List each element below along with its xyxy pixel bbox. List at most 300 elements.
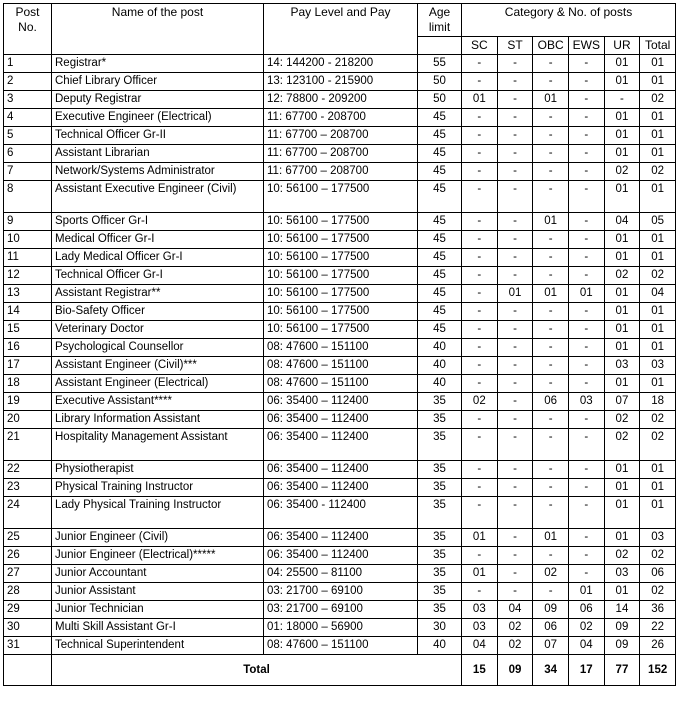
cell-ur: 01: [604, 479, 640, 497]
cell-total: 01: [640, 303, 676, 321]
cell-obc: 01: [533, 285, 569, 303]
cell-ews: 01: [568, 583, 604, 601]
cell-pay-level: 06: 35400 – 112400: [264, 461, 418, 479]
cell-ur: 01: [604, 461, 640, 479]
cell-post-no: 22: [4, 461, 52, 479]
cell-pay-level: 08: 47600 – 151100: [264, 375, 418, 393]
cell-age-limit: 45: [418, 213, 462, 231]
cell-obc: -: [533, 479, 569, 497]
column-header-age-spacer: [418, 37, 462, 55]
cell-pay-level: 10: 56100 – 177500: [264, 267, 418, 285]
cell-st: -: [497, 393, 533, 411]
table-row: [4, 565, 676, 583]
recruitment-posts-table: [3, 3, 676, 686]
cell-post-name: Assistant Librarian: [52, 145, 264, 163]
cell-pay-level: 11: 67700 - 208700: [264, 109, 418, 127]
column-header-total: Total: [640, 37, 676, 55]
cell-post-name: Veterinary Doctor: [52, 321, 264, 339]
cell-ews: -: [568, 73, 604, 91]
cell-total: 01: [640, 55, 676, 73]
table-row: [4, 461, 676, 479]
cell-pay-level: 06: 35400 – 112400: [264, 429, 418, 461]
table-row: [4, 163, 676, 181]
cell-age-limit: 35: [418, 479, 462, 497]
cell-pay-level: 08: 47600 – 151100: [264, 637, 418, 655]
cell-post-name: Psychological Counsellor: [52, 339, 264, 357]
cell-post-no: 7: [4, 163, 52, 181]
cell-pay-level: 01: 18000 – 56900: [264, 619, 418, 637]
cell-total: 06: [640, 565, 676, 583]
cell-sc: 04: [462, 637, 498, 655]
table-row: [4, 497, 676, 529]
cell-ur: 02: [604, 547, 640, 565]
cell-pay-level: 06: 35400 – 112400: [264, 411, 418, 429]
cell-sc: -: [462, 321, 498, 339]
cell-st: -: [497, 479, 533, 497]
cell-obc: -: [533, 267, 569, 285]
cell-age-limit: 35: [418, 411, 462, 429]
cell-st: -: [497, 181, 533, 213]
cell-total: 01: [640, 497, 676, 529]
cell-post-no: 26: [4, 547, 52, 565]
cell-sc: -: [462, 127, 498, 145]
cell-obc: 06: [533, 393, 569, 411]
cell-ews: 06: [568, 601, 604, 619]
cell-age-limit: 45: [418, 285, 462, 303]
cell-post-name: Physiotherapist: [52, 461, 264, 479]
cell-post-no: 21: [4, 429, 52, 461]
cell-age-limit: 45: [418, 109, 462, 127]
column-header-ews: EWS: [568, 37, 604, 55]
cell-ur: 01: [604, 497, 640, 529]
cell-pay-level: 10: 56100 – 177500: [264, 321, 418, 339]
cell-age-limit: 45: [418, 321, 462, 339]
cell-post-name: Assistant Registrar**: [52, 285, 264, 303]
cell-pay-level: 03: 21700 – 69100: [264, 583, 418, 601]
table-row: [4, 303, 676, 321]
column-header-age-limit: [418, 4, 462, 37]
cell-ur: 01: [604, 321, 640, 339]
cell-ews: -: [568, 479, 604, 497]
cell-ur: 04: [604, 213, 640, 231]
cell-post-name: Bio-Safety Officer: [52, 303, 264, 321]
cell-pay-level: 06: 35400 – 112400: [264, 479, 418, 497]
cell-age-limit: 35: [418, 429, 462, 461]
cell-age-limit: 35: [418, 583, 462, 601]
cell-ur: 09: [604, 637, 640, 655]
cell-sc: -: [462, 461, 498, 479]
table-row: [4, 529, 676, 547]
cell-age-limit: 40: [418, 339, 462, 357]
cell-pay-level: 10: 56100 – 177500: [264, 231, 418, 249]
cell-age-limit: 40: [418, 357, 462, 375]
cell-post-name: Chief Library Officer: [52, 73, 264, 91]
cell-st: -: [497, 529, 533, 547]
cell-sc: -: [462, 339, 498, 357]
table-row: [4, 213, 676, 231]
cell-ews: -: [568, 163, 604, 181]
cell-post-no: 14: [4, 303, 52, 321]
cell-pay-level: 06: 35400 - 112400: [264, 497, 418, 529]
cell-st: -: [497, 109, 533, 127]
cell-obc: 07: [533, 637, 569, 655]
cell-ur: 14: [604, 601, 640, 619]
cell-age-limit: 35: [418, 565, 462, 583]
cell-st: -: [497, 321, 533, 339]
cell-sc: -: [462, 303, 498, 321]
cell-ews: -: [568, 411, 604, 429]
cell-sc: -: [462, 109, 498, 127]
cell-ur: 02: [604, 429, 640, 461]
cell-sc: 03: [462, 601, 498, 619]
table-row: [4, 73, 676, 91]
cell-obc: -: [533, 547, 569, 565]
cell-post-name: Lady Physical Training Instructor: [52, 497, 264, 529]
cell-sc: 01: [462, 529, 498, 547]
cell-total: 01: [640, 461, 676, 479]
column-header-sc: SC: [462, 37, 498, 55]
cell-obc: -: [533, 163, 569, 181]
cell-post-no: 29: [4, 601, 52, 619]
cell-post-no: 5: [4, 127, 52, 145]
cell-ur: 09: [604, 619, 640, 637]
cell-age-limit: 35: [418, 497, 462, 529]
cell-sc: -: [462, 231, 498, 249]
table-row: [4, 357, 676, 375]
cell-ur: 01: [604, 583, 640, 601]
cell-ur: 02: [604, 267, 640, 285]
cell-pay-level: 10: 56100 – 177500: [264, 249, 418, 267]
cell-post-name: Assistant Engineer (Civil)***: [52, 357, 264, 375]
cell-age-limit: 45: [418, 181, 462, 213]
cell-age-limit: 45: [418, 267, 462, 285]
table-row: [4, 375, 676, 393]
cell-obc: -: [533, 55, 569, 73]
cell-age-limit: 45: [418, 249, 462, 267]
cell-total: 02: [640, 411, 676, 429]
cell-sc: -: [462, 213, 498, 231]
cell-post-name: Assistant Engineer (Electrical): [52, 375, 264, 393]
cell-pay-level: 06: 35400 – 112400: [264, 547, 418, 565]
table-row: [4, 583, 676, 601]
cell-ews: 02: [568, 619, 604, 637]
cell-post-no: 25: [4, 529, 52, 547]
cell-ur: -: [604, 91, 640, 109]
cell-ur: 01: [604, 249, 640, 267]
cell-ur: 01: [604, 127, 640, 145]
cell-post-name: Network/Systems Administrator: [52, 163, 264, 181]
cell-post-no: 1: [4, 55, 52, 73]
cell-obc: -: [533, 411, 569, 429]
cell-st: 02: [497, 637, 533, 655]
cell-total: 01: [640, 479, 676, 497]
cell-sc: -: [462, 375, 498, 393]
cell-obc: -: [533, 73, 569, 91]
cell-age-limit: 40: [418, 375, 462, 393]
cell-post-name: Registrar*: [52, 55, 264, 73]
cell-age-limit: 45: [418, 231, 462, 249]
cell-st: -: [497, 565, 533, 583]
cell-age-limit: 35: [418, 461, 462, 479]
table-row: [4, 339, 676, 357]
cell-post-no: 13: [4, 285, 52, 303]
table-row: [4, 619, 676, 637]
table-row: [4, 55, 676, 73]
cell-post-no: 10: [4, 231, 52, 249]
cell-ews: -: [568, 231, 604, 249]
cell-sc: 01: [462, 565, 498, 583]
cell-total: 04: [640, 285, 676, 303]
cell-ews: -: [568, 565, 604, 583]
cell-ur: 03: [604, 357, 640, 375]
cell-ur: 01: [604, 73, 640, 91]
cell-pay-level: 11: 67700 – 208700: [264, 127, 418, 145]
cell-sc: -: [462, 547, 498, 565]
cell-st: -: [497, 461, 533, 479]
cell-post-no: 17: [4, 357, 52, 375]
cell-st: -: [497, 73, 533, 91]
cell-ur: 01: [604, 375, 640, 393]
cell-sc: -: [462, 163, 498, 181]
cell-ews: -: [568, 249, 604, 267]
cell-st: -: [497, 231, 533, 249]
age-limit-line-2: limit: [428, 20, 451, 34]
cell-st: -: [497, 547, 533, 565]
age-limit-line-1: Age: [428, 5, 451, 19]
cell-post-name: Junior Engineer (Electrical)*****: [52, 547, 264, 565]
cell-pay-level: 14: 144200 - 218200: [264, 55, 418, 73]
cell-sc: 01: [462, 91, 498, 109]
cell-total: 01: [640, 231, 676, 249]
cell-st: -: [497, 145, 533, 163]
cell-st: -: [497, 163, 533, 181]
cell-ews: -: [568, 461, 604, 479]
cell-obc: -: [533, 461, 569, 479]
cell-ews: -: [568, 529, 604, 547]
cell-post-no: 15: [4, 321, 52, 339]
cell-ews: -: [568, 127, 604, 145]
cell-obc: -: [533, 303, 569, 321]
cell-pay-level: 11: 67700 – 208700: [264, 163, 418, 181]
cell-total: 01: [640, 145, 676, 163]
cell-ews: -: [568, 547, 604, 565]
cell-ur: 02: [604, 411, 640, 429]
cell-pay-level: 03: 21700 – 69100: [264, 601, 418, 619]
cell-pay-level: 13: 123100 - 215900: [264, 73, 418, 91]
cell-ews: -: [568, 55, 604, 73]
cell-total: 22: [640, 619, 676, 637]
cell-obc: 01: [533, 529, 569, 547]
table-header: [4, 4, 676, 55]
cell-pay-level: 10: 56100 – 177500: [264, 285, 418, 303]
cell-post-name: Junior Engineer (Civil): [52, 529, 264, 547]
cell-ews: -: [568, 145, 604, 163]
cell-post-name: Medical Officer Gr-I: [52, 231, 264, 249]
cell-age-limit: 50: [418, 91, 462, 109]
cell-st: -: [497, 429, 533, 461]
cell-post-no: 3: [4, 91, 52, 109]
table-row: [4, 127, 676, 145]
cell-post-no: 19: [4, 393, 52, 411]
cell-st: -: [497, 339, 533, 357]
cell-total: 05: [640, 213, 676, 231]
cell-total: 01: [640, 181, 676, 213]
cell-st: -: [497, 213, 533, 231]
cell-st: 02: [497, 619, 533, 637]
cell-st: -: [497, 267, 533, 285]
cell-obc: 09: [533, 601, 569, 619]
cell-post-no: 12: [4, 267, 52, 285]
cell-obc: -: [533, 583, 569, 601]
cell-obc: -: [533, 497, 569, 529]
cell-post-name: Technical Officer Gr-I: [52, 267, 264, 285]
cell-st: -: [497, 375, 533, 393]
cell-total: 02: [640, 267, 676, 285]
table-body: [4, 55, 676, 686]
cell-pay-level: 11: 67700 – 208700: [264, 145, 418, 163]
cell-sc: -: [462, 497, 498, 529]
cell-post-no: 4: [4, 109, 52, 127]
cell-ews: -: [568, 303, 604, 321]
cell-obc: 01: [533, 213, 569, 231]
cell-pay-level: 08: 47600 – 151100: [264, 357, 418, 375]
cell-post-name: Assistant Executive Engineer (Civil): [52, 181, 264, 213]
cell-obc: 01: [533, 91, 569, 109]
cell-pay-level: 10: 56100 – 177500: [264, 213, 418, 231]
column-header-post-no: [4, 4, 52, 55]
cell-ews: 04: [568, 637, 604, 655]
cell-ews: -: [568, 109, 604, 127]
total-st: 09: [497, 655, 533, 686]
cell-ur: 01: [604, 55, 640, 73]
cell-post-name: Executive Engineer (Electrical): [52, 109, 264, 127]
cell-sc: -: [462, 429, 498, 461]
cell-pay-level: 06: 35400 – 112400: [264, 393, 418, 411]
cell-obc: -: [533, 429, 569, 461]
column-header-st: ST: [497, 37, 533, 55]
cell-sc: 02: [462, 393, 498, 411]
cell-st: -: [497, 497, 533, 529]
cell-total: 01: [640, 375, 676, 393]
cell-total: 01: [640, 249, 676, 267]
cell-post-no: 9: [4, 213, 52, 231]
cell-ews: 01: [568, 285, 604, 303]
cell-post-no: 2: [4, 73, 52, 91]
cell-pay-level: 12: 78800 - 209200: [264, 91, 418, 109]
cell-age-limit: 55: [418, 55, 462, 73]
cell-post-name: Hospitality Management Assistant: [52, 429, 264, 461]
cell-age-limit: 45: [418, 163, 462, 181]
table-row: [4, 547, 676, 565]
cell-age-limit: 35: [418, 601, 462, 619]
table-row: [4, 249, 676, 267]
column-header-pay: Pay Level and Pay: [264, 4, 418, 55]
column-header-category-group: Category & No. of posts: [462, 4, 676, 37]
cell-age-limit: 45: [418, 127, 462, 145]
cell-total: 01: [640, 339, 676, 357]
cell-post-no: 16: [4, 339, 52, 357]
cell-total: 03: [640, 357, 676, 375]
total-total: 152: [640, 655, 676, 686]
cell-sc: -: [462, 73, 498, 91]
cell-obc: 06: [533, 619, 569, 637]
cell-post-no: 31: [4, 637, 52, 655]
cell-total: 02: [640, 583, 676, 601]
cell-ur: 01: [604, 231, 640, 249]
table-total-row: [4, 655, 676, 686]
cell-total: 02: [640, 429, 676, 461]
table-row: [4, 145, 676, 163]
cell-st: -: [497, 127, 533, 145]
cell-obc: 02: [533, 565, 569, 583]
cell-total: 01: [640, 109, 676, 127]
cell-obc: -: [533, 321, 569, 339]
table-row: [4, 429, 676, 461]
table-row: [4, 479, 676, 497]
cell-post-name: Lady Medical Officer Gr-I: [52, 249, 264, 267]
cell-age-limit: 35: [418, 529, 462, 547]
cell-post-name: Executive Assistant****: [52, 393, 264, 411]
total-sc: 15: [462, 655, 498, 686]
cell-sc: -: [462, 583, 498, 601]
cell-st: -: [497, 55, 533, 73]
cell-post-no: 20: [4, 411, 52, 429]
cell-age-limit: 35: [418, 393, 462, 411]
cell-st: 04: [497, 601, 533, 619]
cell-ews: -: [568, 357, 604, 375]
total-ur: 77: [604, 655, 640, 686]
cell-total: 01: [640, 321, 676, 339]
cell-ur: 07: [604, 393, 640, 411]
column-header-obc: OBC: [533, 37, 569, 55]
cell-sc: -: [462, 249, 498, 267]
post-no-line-2: No.: [18, 20, 37, 34]
cell-obc: -: [533, 127, 569, 145]
table-row: [4, 285, 676, 303]
cell-pay-level: 06: 35400 – 112400: [264, 529, 418, 547]
cell-total: 18: [640, 393, 676, 411]
cell-post-no: 27: [4, 565, 52, 583]
table-row: [4, 231, 676, 249]
total-ews: 17: [568, 655, 604, 686]
cell-post-no: 30: [4, 619, 52, 637]
cell-ur: 03: [604, 565, 640, 583]
cell-ews: -: [568, 375, 604, 393]
cell-sc: -: [462, 357, 498, 375]
table-row: [4, 109, 676, 127]
cell-age-limit: 30: [418, 619, 462, 637]
cell-pay-level: 08: 47600 – 151100: [264, 339, 418, 357]
cell-total: 26: [640, 637, 676, 655]
cell-post-no: 6: [4, 145, 52, 163]
cell-age-limit: 50: [418, 73, 462, 91]
cell-ur: 01: [604, 109, 640, 127]
cell-post-name: Technical Superintendent: [52, 637, 264, 655]
cell-ews: -: [568, 91, 604, 109]
cell-ur: 01: [604, 303, 640, 321]
cell-post-name: Library Information Assistant: [52, 411, 264, 429]
cell-obc: -: [533, 339, 569, 357]
cell-st: -: [497, 583, 533, 601]
cell-age-limit: 35: [418, 547, 462, 565]
column-header-ur: UR: [604, 37, 640, 55]
cell-sc: -: [462, 285, 498, 303]
post-no-line-1: Post: [15, 5, 40, 19]
cell-post-name: Multi Skill Assistant Gr-I: [52, 619, 264, 637]
cell-st: -: [497, 303, 533, 321]
cell-obc: -: [533, 231, 569, 249]
cell-total: 03: [640, 529, 676, 547]
